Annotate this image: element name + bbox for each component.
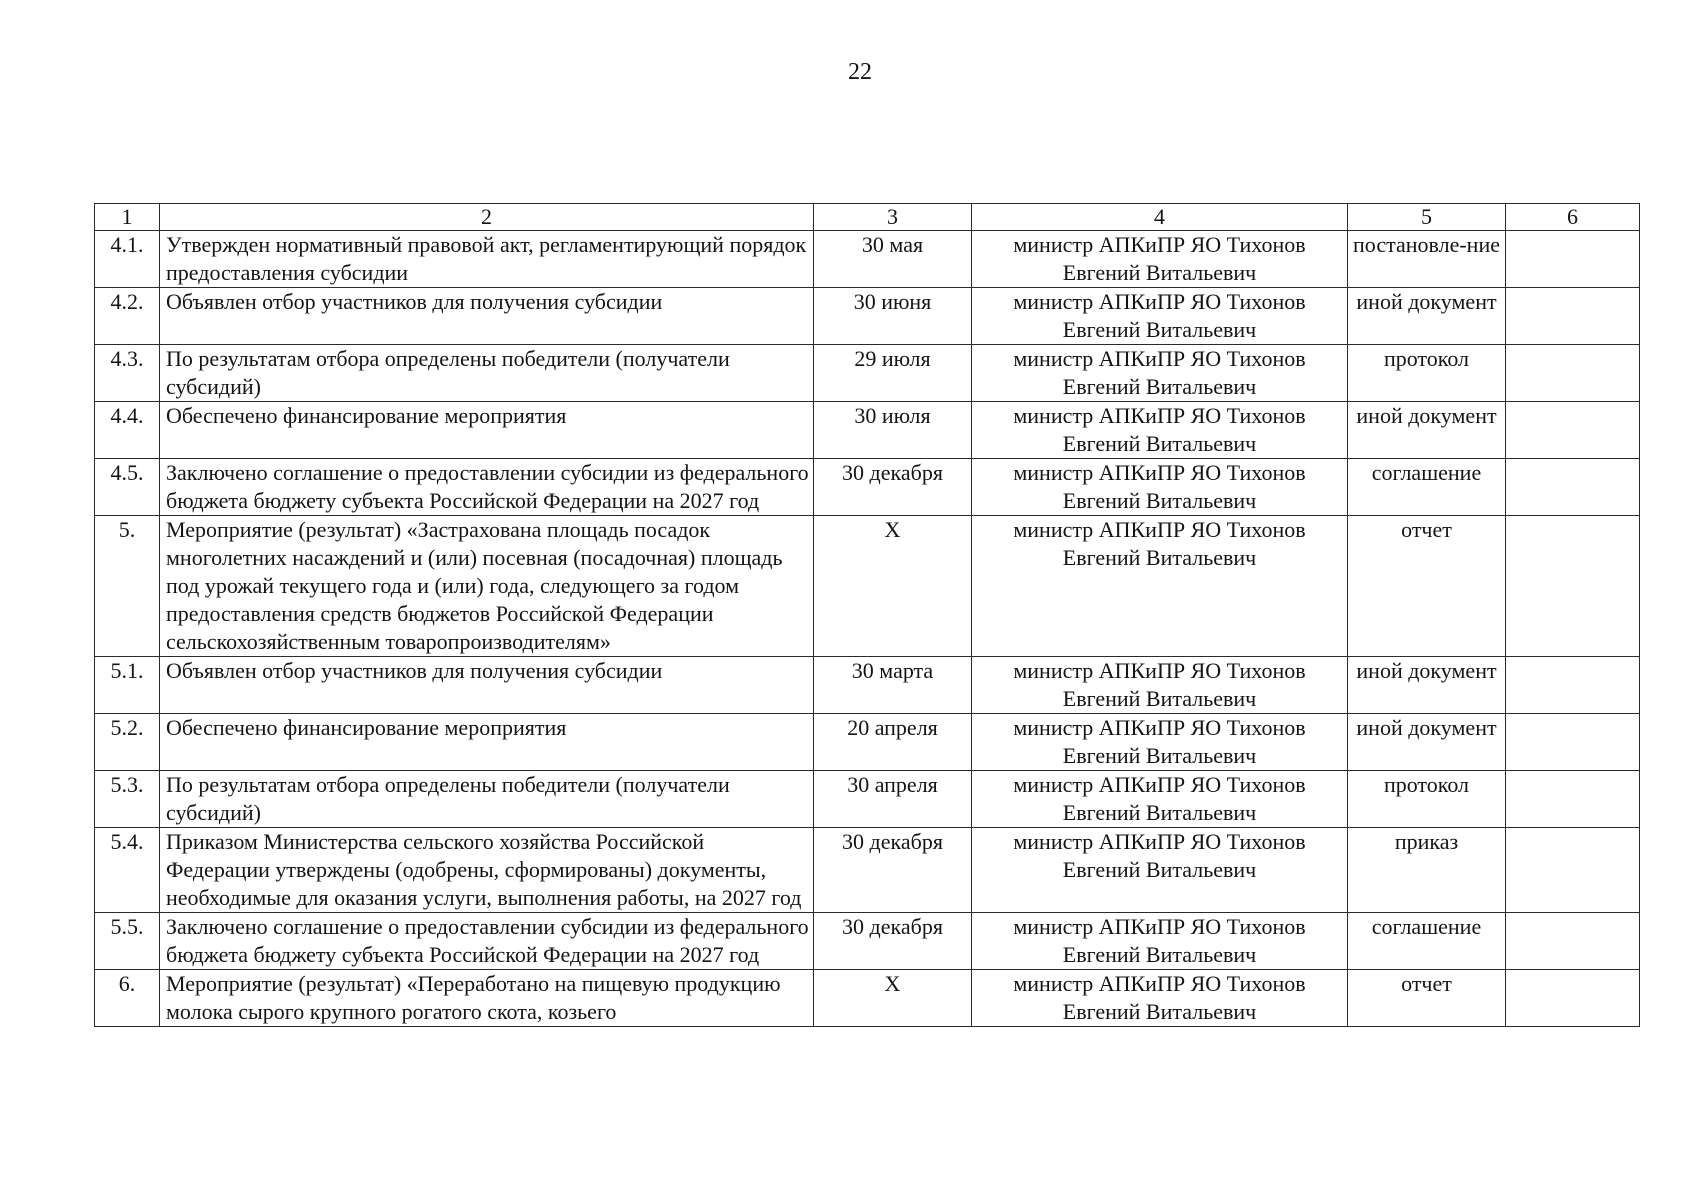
row-responsible: [972, 714, 1348, 771]
row-name: По результатам отбора определены победители (получатели субсидий): [160, 771, 814, 828]
row-responsible: [972, 828, 1348, 913]
row-responsible: [972, 657, 1348, 714]
row-name: Объявлен отбор участников для получения субсидии: [160, 657, 814, 714]
table-row: [95, 714, 1640, 771]
row-document: отчет: [1348, 970, 1506, 1027]
row-date: 30 июля: [814, 402, 972, 459]
table-row: [95, 970, 1640, 1027]
row-date: 30 марта: [814, 657, 972, 714]
column-header-2: 2: [160, 204, 814, 231]
row-document: постановле-ние: [1348, 231, 1506, 288]
responsible-name: Евгений Витальевич: [1062, 743, 1257, 768]
responsible-name: Евгений Витальевич: [1062, 686, 1257, 711]
row-number: 5.: [95, 516, 160, 657]
row-note: [1506, 828, 1640, 913]
row-number: 4.2.: [95, 288, 160, 345]
responsible-name: Евгений Витальевич: [1062, 374, 1257, 399]
row-document: иной документ: [1348, 288, 1506, 345]
responsible-position: министр АПКиПР ЯО Тихонов: [1013, 346, 1306, 371]
row-note: [1506, 402, 1640, 459]
row-date: 30 декабря: [814, 828, 972, 913]
row-name: Обеспечено финансирование мероприятия: [160, 402, 814, 459]
row-number: 4.4.: [95, 402, 160, 459]
row-document: иной документ: [1348, 657, 1506, 714]
column-header-4: 4: [972, 204, 1348, 231]
row-number: 5.2.: [95, 714, 160, 771]
page-number: 22: [848, 59, 872, 85]
row-note: [1506, 657, 1640, 714]
row-note: [1506, 459, 1640, 516]
column-header-3: 3: [814, 204, 972, 231]
row-document: иной документ: [1348, 714, 1506, 771]
table-row: [95, 828, 1640, 913]
row-name: Мероприятие (результат) «Застрахована площадь посадок многолетних насаждений и (или) посевная (посадочная) площадь под урожай текущего года и (или) года, следующего за годом предоставления средств бюджетов Российской Федерации сельскохозяйственным товаропроизводителям»: [160, 516, 814, 657]
column-header-6: 6: [1506, 204, 1640, 231]
responsible-name: Евгений Витальевич: [1062, 999, 1257, 1024]
responsible-position: министр АПКиПР ЯО Тихонов: [1013, 658, 1306, 683]
responsible-position: министр АПКиПР ЯО Тихонов: [1013, 289, 1306, 314]
table-header-row: [95, 204, 1640, 231]
row-responsible: [972, 913, 1348, 970]
row-date: 30 декабря: [814, 913, 972, 970]
row-number: 4.1.: [95, 231, 160, 288]
table-row: [95, 657, 1640, 714]
row-date: 30 июня: [814, 288, 972, 345]
responsible-position: министр АПКиПР ЯО Тихонов: [1013, 232, 1306, 257]
responsible-position: министр АПКиПР ЯО Тихонов: [1013, 772, 1306, 797]
row-number: 5.5.: [95, 913, 160, 970]
row-responsible: [972, 459, 1348, 516]
responsible-name: Евгений Витальевич: [1062, 800, 1257, 825]
row-note: [1506, 771, 1640, 828]
row-name: По результатам отбора определены победители (получатели субсидий): [160, 345, 814, 402]
responsible-name: Евгений Витальевич: [1062, 857, 1257, 882]
table-row: [95, 402, 1640, 459]
responsible-position: министр АПКиПР ЯО Тихонов: [1013, 829, 1306, 854]
responsible-name: Евгений Витальевич: [1062, 260, 1257, 285]
responsible-position: министр АПКиПР ЯО Тихонов: [1013, 914, 1306, 939]
responsible-name: Евгений Витальевич: [1062, 942, 1257, 967]
row-name: Мероприятие (результат) «Переработано на пищевую продукцию молока сырого крупного рогатого скота, козьего: [160, 970, 814, 1027]
row-name: Утвержден нормативный правовой акт, регламентирующий порядок предоставления субсидии: [160, 231, 814, 288]
row-responsible: [972, 771, 1348, 828]
table-row: [95, 288, 1640, 345]
row-number: 6.: [95, 970, 160, 1027]
responsible-position: министр АПКиПР ЯО Тихонов: [1013, 460, 1306, 485]
table-row: [95, 345, 1640, 402]
responsible-position: министр АПКиПР ЯО Тихонов: [1013, 715, 1306, 740]
row-document: приказ: [1348, 828, 1506, 913]
row-responsible: [972, 345, 1348, 402]
responsible-name: Евгений Витальевич: [1062, 488, 1257, 513]
row-document: отчет: [1348, 516, 1506, 657]
column-header-1: 1: [95, 204, 160, 231]
row-name: Обеспечено финансирование мероприятия: [160, 714, 814, 771]
table-row: [95, 231, 1640, 288]
row-number: 5.4.: [95, 828, 160, 913]
row-responsible: [972, 516, 1348, 657]
row-responsible: [972, 231, 1348, 288]
row-date: 30 декабря: [814, 459, 972, 516]
responsible-name: Евгений Витальевич: [1062, 431, 1257, 456]
row-note: [1506, 288, 1640, 345]
responsible-position: министр АПКиПР ЯО Тихонов: [1013, 403, 1306, 428]
row-note: [1506, 231, 1640, 288]
row-note: [1506, 913, 1640, 970]
row-note: [1506, 516, 1640, 657]
row-name: Приказом Министерства сельского хозяйства Российской Федерации утверждены (одобрены, сформированы) документы, необходимые для оказания услуги, выполнения работы, на 2027 год: [160, 828, 814, 913]
table-row: [95, 459, 1640, 516]
responsible-name: Евгений Витальевич: [1062, 545, 1257, 570]
plan-table: [94, 203, 1640, 1027]
row-date: 20 апреля: [814, 714, 972, 771]
row-document: иной документ: [1348, 402, 1506, 459]
responsible-position: министр АПКиПР ЯО Тихонов: [1013, 971, 1306, 996]
row-responsible: [972, 402, 1348, 459]
responsible-position: министр АПКиПР ЯО Тихонов: [1013, 517, 1306, 542]
responsible-name: Евгений Витальевич: [1062, 317, 1257, 342]
row-date: X: [814, 970, 972, 1027]
row-document: соглашение: [1348, 459, 1506, 516]
row-responsible: [972, 288, 1348, 345]
row-name: Заключено соглашение о предоставлении субсидии из федерального бюджета бюджету субъекта Российской Федерации на 2027 год: [160, 913, 814, 970]
row-note: [1506, 970, 1640, 1027]
row-responsible: [972, 970, 1348, 1027]
column-header-5: 5: [1348, 204, 1506, 231]
row-note: [1506, 714, 1640, 771]
row-number: 4.3.: [95, 345, 160, 402]
row-number: 5.3.: [95, 771, 160, 828]
table-row: [95, 516, 1640, 657]
row-number: 4.5.: [95, 459, 160, 516]
row-note: [1506, 345, 1640, 402]
table-row: [95, 771, 1640, 828]
row-name: Объявлен отбор участников для получения субсидии: [160, 288, 814, 345]
row-number: 5.1.: [95, 657, 160, 714]
table-row: [95, 913, 1640, 970]
row-document: протокол: [1348, 771, 1506, 828]
row-name: Заключено соглашение о предоставлении субсидии из федерального бюджета бюджету субъекта Российской Федерации на 2027 год: [160, 459, 814, 516]
row-document: соглашение: [1348, 913, 1506, 970]
row-date: 30 мая: [814, 231, 972, 288]
row-document: протокол: [1348, 345, 1506, 402]
row-date: X: [814, 516, 972, 657]
row-date: 29 июля: [814, 345, 972, 402]
row-date: 30 апреля: [814, 771, 972, 828]
